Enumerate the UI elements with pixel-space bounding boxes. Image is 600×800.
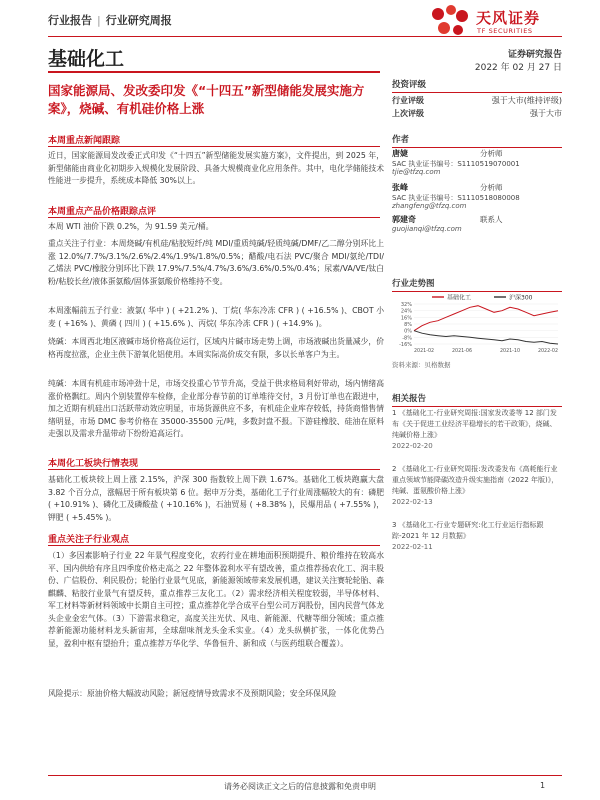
chart-source: 资料来源：贝格数据 bbox=[392, 361, 451, 369]
tf-securities-logo bbox=[430, 4, 560, 40]
y-tick-label: -16% bbox=[399, 342, 412, 348]
rating-key: 行业评级 bbox=[392, 96, 424, 105]
related-report-date: 2022-02-13 bbox=[392, 498, 433, 506]
y-tick-label: 24% bbox=[400, 308, 412, 315]
analyst-email[interactable]: zhangfeng@tfzq.com bbox=[392, 202, 467, 210]
legend-label: 沪深300 bbox=[509, 294, 533, 302]
report-type: 证券研究报告 bbox=[507, 50, 562, 60]
side-divider bbox=[392, 406, 562, 407]
authors-block bbox=[392, 133, 562, 148]
section-heading-views: 重点关注子行业观点 bbox=[48, 535, 130, 545]
report-category: 行业报告 | 行业研究周报 bbox=[48, 14, 172, 27]
rating-value: 强于大市(维持评级) bbox=[491, 96, 562, 105]
y-tick-label: 8% bbox=[404, 322, 412, 328]
related-report-text[interactable]: 3 《基础化工-行业专题研究:化工行业运行指标跟踪-2021 年 12 月数据》 bbox=[392, 521, 544, 540]
section-divider bbox=[48, 545, 380, 546]
x-tick-label: 2021-10 bbox=[499, 349, 521, 354]
trend-heading: 行业走势图 bbox=[392, 279, 435, 289]
related-report-item[interactable] bbox=[392, 408, 562, 452]
side-divider bbox=[392, 92, 562, 93]
page-number: 1 bbox=[540, 781, 546, 790]
related-report-item[interactable] bbox=[392, 464, 562, 508]
analyst-role: 分析师 bbox=[480, 149, 503, 158]
authors-heading: 作者 bbox=[392, 135, 410, 145]
logo-mark-icon bbox=[430, 4, 470, 38]
related-report-item[interactable] bbox=[392, 520, 562, 553]
section-divider bbox=[48, 217, 380, 218]
x-tick-label: 2022-02 bbox=[537, 349, 558, 354]
related-block bbox=[392, 392, 562, 407]
related-report-date: 2022-02-20 bbox=[392, 442, 433, 450]
rating-heading: 投资评级 bbox=[392, 80, 427, 90]
analyst-sac: SAC 执业证书编号：S1110518080008 bbox=[392, 194, 520, 202]
industry-trend-chart bbox=[392, 292, 562, 354]
analyst-role: 分析师 bbox=[480, 183, 503, 192]
related-report-text[interactable]: 1 《基础化工-行业研究周报:国家发改委等 12 部门发布《关于促进工业经济平稳增长的若干政策》，烧碱、纯碱价格上涨》 bbox=[392, 409, 557, 439]
header-divider bbox=[48, 36, 562, 37]
side-divider bbox=[392, 147, 562, 148]
rating-block bbox=[392, 78, 562, 93]
y-tick-label: 0% bbox=[404, 328, 412, 335]
sub-industry-paragraph: 重点关注子行业：本周烧碱/有机硅/粘胶短纤/纯 MDI/重质纯碱/轻质纯碱/DMF/乙二醇分别环比上涨 12.0%/7.7%/3.1%/2.6%/2.4%/1.9%/1.8%/0.5%；醋酸/电石法 PVC/聚合 MDI/氨纶/TDI/乙烯法 PVC/橡胶分别环比下跌 17.9%/7.5%/4.7%/3.6%/3.6%/0.5%/0.4%；尿素/VA/VE/钛白粉/粘胶长丝/液体蛋氨酸/固体蛋氨酸价格维持不变。 bbox=[48, 239, 384, 286]
sector-divider bbox=[48, 71, 380, 73]
analyst-sac: SAC 执业证书编号：S1110519070001 bbox=[392, 160, 520, 168]
risk-paragraph: 风险提示：原油价格大幅波动风险；新冠疫情导致需求不及预期风险；安全环保风险 bbox=[48, 689, 337, 698]
section-divider bbox=[48, 469, 380, 470]
report-title: 国家能源局、发改委印发《“十四五”新型储能发展实施方案》，烧碱、有机硅价格上涨 bbox=[48, 83, 365, 116]
analyst-role: 联系人 bbox=[480, 215, 503, 224]
category-label: 行业报告 bbox=[48, 14, 92, 27]
legend-label: 基础化工 bbox=[447, 294, 472, 302]
analyst-name: 张峰 bbox=[392, 183, 408, 192]
series-line-chemicals bbox=[414, 306, 558, 331]
market-paragraph: 基础化工板块较上周上涨 2.15%，沪深 300 指数较上周下跌 1.67%。基础化工板块跑赢大盘 3.82 个百分点，涨幅居于所有板块第 6 位。据申万分类，基础化工子行业周涨幅较大的有：磷肥 ( +10.91% )、磷化工及磷酸盐 ( +10.16% )，石油贸易 ( +8.38% )，民爆用品 ( +7.55% )，钾肥 ( +5.45% )。 bbox=[48, 475, 384, 522]
subcategory-label: 行业研究周报 bbox=[105, 14, 172, 27]
trend-block bbox=[392, 277, 562, 292]
news-paragraph: 近日，国家能源局发改委正式印发《“十四五”新型储能发展实施方案》，文件提出，到 2025 年，新型储能由商业化初期步入规模化发展阶段、具备大规模商业化应用条件。其中，电化学储能技术性能进一步提升，系统成本降低 30%以上。 bbox=[48, 151, 384, 185]
oil-price-paragraph: 本周 WTI 油价下跌 0.2%，为 91.59 美元/桶。 bbox=[48, 222, 214, 231]
sector-title: 基础化工 bbox=[48, 48, 125, 70]
caustic-soda-paragraph: 烧碱：本周西北地区液碱市场价格高位运行，区域内片碱市场走势上调，市场液碱出货量减少，价格再度拉涨，企业主供下游氧化铝使用。本周实际高价成交有限，多以长单客户为主。 bbox=[48, 337, 384, 359]
section-heading-market: 本周化工板块行情表现 bbox=[48, 459, 139, 469]
analyst-email[interactable]: guojianqi@tfzq.com bbox=[392, 225, 462, 233]
y-tick-label: 16% bbox=[400, 315, 412, 322]
analyst-name: 唐婕 bbox=[392, 149, 408, 158]
related-heading: 相关报告 bbox=[392, 394, 427, 404]
footer-disclaimer: 请务必阅读正文之后的信息披露和免责申明 bbox=[224, 782, 376, 791]
x-tick-label: 2021-02 bbox=[414, 349, 435, 354]
y-tick-label: -8% bbox=[402, 335, 412, 342]
section-heading-news: 本周重点新闻跟踪 bbox=[48, 136, 121, 146]
related-report-date: 2022-02-11 bbox=[392, 543, 433, 551]
related-report-text[interactable]: 2 《基础化工-行业研究周报:发改委发布《高耗能行业重点领域节能降碳改造升级实施指南（2022 年版)》，纯碱、蛋氨酸价格上涨》 bbox=[392, 465, 559, 495]
y-tick-label: 32% bbox=[400, 302, 412, 308]
top-gainers-paragraph: 本周涨幅前五子行业：液氯( 华中 ) ( +21.2% )、丁烷( 华东冷冻 CFR ) ( +16.5% )、CBOT 小麦 ( +16% )、黄磷 ( 四川 ) ( +15.6% )、丙烷( 华东冷冻 CFR ) ( +14.9% )。 bbox=[48, 306, 384, 328]
views-paragraph: （1）多因素影响子行业 22 年景气程度变化，农药行业在耕地面积预期提升、粮价维持在较高水平、国内供给有序且四季度价格走高之 22 年整体盈利水平有望改善，重点推荐扬农化工、润丰股份、广信股份、利民股份；轮胎行业景气见底，新能源领域带来发展机遇，建议关注赛轮轮胎、森麒麟、粘胶行业景气有望反转，重点推荐三友化工。（2）需求经济相关程度较弱，半导体材料、军工材料等新材料领域中长期自主可控；重点推荐化学合成平台型公司万润股份，国内民营气体龙头企业金宏气体。（3）下游需求稳定，高度关注光伏、风电、新能源、代糖等细分领域；重点推荐新能源功能材料龙头新宙邦，全球甜味剂龙头金禾实业。（4）龙头纵横扩张，一体化优势凸显，盈利中枢有望抬升；重点推荐万华化学、华鲁恒升、新和成（与医药组联合覆盖）。 bbox=[48, 551, 384, 648]
rating-value: 强于大市 bbox=[530, 109, 562, 118]
report-date: 2022 年 02 月 27 日 bbox=[474, 63, 562, 73]
section-divider bbox=[48, 146, 380, 147]
logo-en-text: TF SECURITIES bbox=[477, 27, 533, 35]
analyst-name: 郭建奇 bbox=[392, 215, 416, 224]
rating-key: 上次评级 bbox=[392, 109, 424, 118]
analyst-email[interactable]: tjie@tfzq.com bbox=[392, 168, 441, 176]
logo-cn-text: 天风证券 bbox=[476, 9, 541, 27]
silicone-paragraph: 纯碱：本周有机硅市场冲劲十足，市场交投重心节节升高，受益于供求格局利好带动，场内情绪高涨价格飘红。周内个别装置停车检修，企业部分春节前的订单堆待交付，3 月份订单也在跟进中，加之近期有机硅出口活跃带动效应明显，市场货源供应不多，有机硅企业库存较低，持货商惜售情绪明显，市场 DMC 参考价格在 35000-35500 元/吨，多数封盘不报。下游硅橡胶、硅油在原料走强以及需求升温带动下纷纷追高运行。 bbox=[48, 379, 384, 438]
x-tick-label: 2021-06 bbox=[451, 349, 473, 354]
footer-divider bbox=[48, 775, 562, 776]
section-heading-prices: 本周重点产品价格跟踪点评 bbox=[48, 207, 157, 217]
